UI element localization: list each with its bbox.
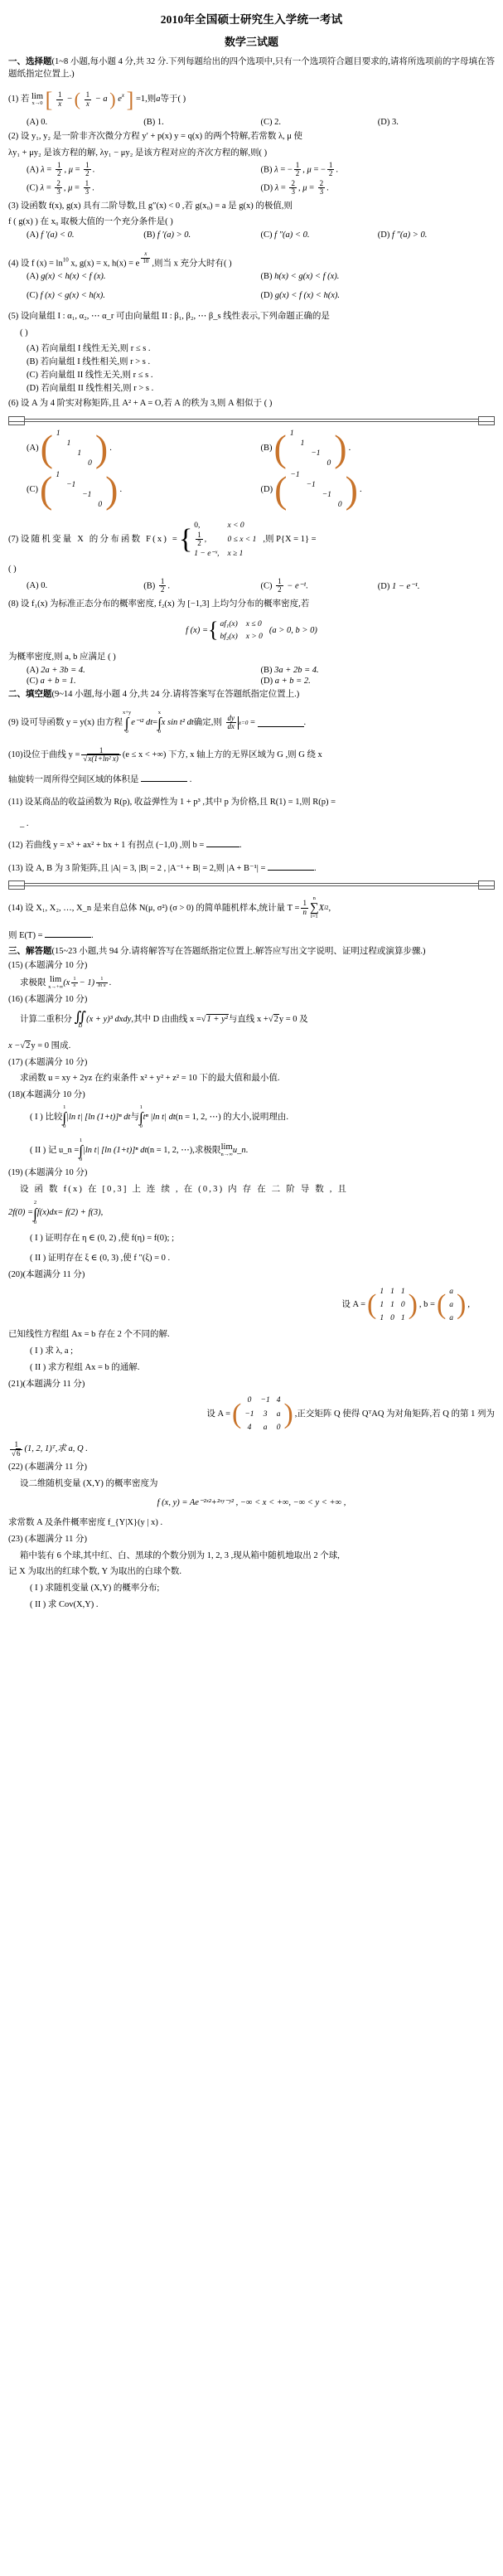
question-12-number: (12) (8, 840, 23, 850)
question-5 (8, 310, 495, 323)
integral-19: 2 ∫ 0 (33, 1200, 37, 1225)
option-c[interactable]: (C) 2. (260, 118, 281, 128)
section-1-heading (8, 56, 495, 80)
question-23-number: (23) (8, 1534, 23, 1544)
question-23-part2: ( II ) 求 Cov(X,Y) . (30, 1599, 99, 1609)
section-3-heading (8, 945, 495, 958)
matrix-a: ( 1 1 1 0 ) (40, 426, 109, 469)
question-8-options-row2 (27, 677, 495, 686)
question-1-options (27, 118, 495, 127)
option-c[interactable]: (C) λ = $\frac{2}{3}$ , μ = $\frac{1}{3}$ . (27, 178, 94, 196)
option-b[interactable]: (B) 1. (143, 118, 164, 128)
question-13-number: (13) (8, 863, 23, 873)
question-18-score: (本题满分 10 分) (22, 1090, 85, 1100)
section-1-instructions: (1~8 小题,每小题 4 分,共 32 分.下列每题给出的四个选项中,只有一个选项符合题目要求的,请将所选项前的字母填在答题纸指定位置上.) (8, 57, 495, 80)
question-8-line2: 为概率密度,则 a, b 应满足 ( ) (8, 652, 116, 662)
question-7 (8, 520, 495, 560)
question-23-score: (本题满分 11 分) (25, 1534, 87, 1544)
question-6 (8, 397, 495, 410)
question-5-number: (5) (8, 312, 19, 322)
option-b[interactable]: (B) ( 1 1 −1 0 ) . (260, 426, 351, 469)
option-b[interactable]: (B) 若向量组 I 线性相关,则 r > s . (27, 357, 151, 366)
question-2-line2: λy₁ + μy₂ 是该方程的解, λy₁ − μy₂ 是该方程对应的齐次方程的解,则( ) (8, 148, 268, 158)
bracket-left: [ (45, 88, 53, 113)
question-5-line2: ( ) (20, 328, 28, 338)
question-8 (8, 598, 495, 611)
minus-a-term: − a (94, 95, 108, 104)
option-a[interactable]: (A) g(x) < h(x) < f (x). (27, 272, 106, 282)
question-2 (8, 130, 495, 143)
option-d[interactable]: (D) a + b = 2. (260, 676, 311, 686)
option-c[interactable]: (C) a + b = 1. (27, 676, 76, 686)
integral-18-2: 1 ∫ 0 (138, 1104, 143, 1130)
question-16-line2: x − √2 y = 0 围成. (8, 1040, 495, 1053)
question-15-header (8, 959, 495, 973)
answer-blank-9[interactable] (258, 719, 304, 727)
question-7-options (27, 578, 495, 594)
question-18-header (8, 1089, 495, 1102)
question-23-line1: 箱中装有 6 个球,其中红、白、黑球的个数分别为 1, 2, 3 ,现从箱中随机地取出 2 个球, (20, 1550, 340, 1560)
question-3-options (27, 230, 495, 240)
ln-power: 10 (62, 256, 69, 264)
question-11-line2: _ . (20, 819, 29, 829)
question-9-number: (9) (8, 717, 19, 727)
page-break-2 (8, 880, 495, 888)
section-2-label: 二、填空题 (8, 689, 52, 699)
page-break-1 (8, 415, 495, 424)
sqrt-expr-3: √2 (20, 1041, 31, 1050)
answer-blank-14[interactable] (45, 929, 91, 938)
fraction-1-x-b: $\frac{1}{x}$ (85, 90, 90, 108)
option-d[interactable]: (D) g(x) < f (x) < h(x). (260, 291, 341, 301)
question-3 (8, 200, 495, 213)
question-4-lead: 设 f (x) = ln (20, 259, 63, 269)
question-3-number: (3) (8, 201, 19, 211)
section-3-instructions: (15~23 小题,共 94 分.请将解答写在答题纸指定位置上.解答应写出文字说明、证明过程或演算步骤.) (51, 947, 426, 957)
integral-2: x ∫ 0 (157, 709, 162, 735)
question-7-tail2: ( ) (8, 564, 17, 574)
question-7-number: (7) (8, 534, 19, 544)
integral-1: x+y ∫ 0 (123, 709, 132, 735)
question-20-part1: ( I ) 求 λ, a ; (30, 1346, 74, 1356)
question-1-tail: 等于( ) (160, 95, 186, 104)
option-a[interactable]: (A) f ′(a) < 0. (27, 230, 75, 240)
section-2-instructions: (9~14 小题,每小题 4 分,共 24 分.请将答案写在答题纸指定位置上.) (51, 689, 300, 699)
question-1-lead: 若 (20, 95, 30, 104)
question-4-tail: ,则当 x 充分大时有( ) (152, 259, 232, 269)
sqrt-expr-1: √1 + y² (201, 1014, 228, 1024)
question-6-options-row2 (27, 470, 495, 510)
question-21-body: 设 A = ( 0 −1 4 −1 3 a 4 a 0 ) ,正交矩阵 Q 使得 QᵀAQ 为对角矩阵,若 Q 的第 1 列为 (8, 1394, 495, 1434)
exp-power: x (121, 92, 125, 99)
option-c[interactable]: (C) $\frac{1}{2}$ − e⁻¹. (260, 576, 308, 594)
question-19-line2: 2f(0) = 2 ∫ 0 f(x)dx = f(2) + f(3), (8, 1200, 104, 1225)
option-a[interactable]: (A) λ = $\frac{1}{2}$ , μ = $\frac{1}{2}$ . (27, 160, 95, 178)
fraction-21: $\frac{1}{√6}$ (10, 1441, 22, 1458)
option-d[interactable]: (D) f ″(a) > 0. (377, 230, 428, 240)
question-19-line1: 设 函 数 f(x) 在 [0,3] 上 连 续 , 在 (0,3) 内 存 在 二 阶 导 数 , 且 (20, 1184, 349, 1194)
question-2-line1: 设 y₁, y₂ 是一阶非齐次微分方程 y′ + p(x) y = q(x) 的两个特解,若常数 λ, μ 使 (20, 132, 303, 142)
option-d[interactable]: (D) λ = $\frac{2}{3}$ , μ = $\frac{2}{3}$ . (260, 178, 329, 196)
question-16-body: 计算二重积分 ∬ D (x + y)³ dxdy ,其中 D 由曲线 x = √1 + y² 与直线 x + √2 y = 0 及 (20, 1008, 308, 1030)
piecewise-f: { af₁(x) x ≤ 0 bf₂(x) x > 0 (208, 618, 263, 643)
question-8-number: (8) (8, 599, 19, 609)
question-9: (9) 设可导函数 y = y(x) 由方程 x+y ∫ 0 e⁻ᵗ² dt = x ∫ 0 x sin t² dt 确定,则 $\frac{dy}{dx}$ x=0 = . (8, 709, 307, 735)
question-4 (8, 251, 495, 270)
question-5-options (8, 342, 495, 394)
question-23-part1: ( I ) 求随机变量 (X,Y) 的概率分布; (30, 1584, 160, 1594)
question-10: (10) 设位于曲线 y = $\frac{1}{\text{√x(1+ln² x)}}$ (e ≤ x < +∞) 下方, x 轴上方的无界区域为 G ,则 G 绕 x (8, 745, 322, 764)
integral-18-1: 1 ∫ 0 (62, 1104, 67, 1130)
question-3-line2: f ( g(x) ) 在 x₀ 取极大值的一个充分条件是( ) (8, 217, 173, 227)
option-a[interactable]: (A) 0. (27, 581, 48, 591)
question-19-header (8, 1167, 495, 1180)
question-18-part2: ( II ) 记 u_n = 1 ∫ 0 |ln t| [ln (1+t)]ⁿ dt (n = 1, 2, ⋯),求极限 lim n→∞ u_n . (30, 1137, 249, 1163)
question-1 (8, 84, 495, 116)
matrix-A-21: ( 0 −1 4 −1 3 a 4 a 0 ) (232, 1396, 293, 1432)
question-19-number: (19) (8, 1167, 23, 1177)
option-a[interactable]: (A) ( 1 1 1 0 ) . (27, 426, 112, 469)
option-b[interactable]: (B) 3a + 2b = 4. (260, 665, 319, 675)
page-break-mark-right (478, 416, 495, 425)
option-c[interactable]: (C) f ″(a) < 0. (260, 230, 310, 240)
page-break-mark-left (8, 880, 25, 890)
question-1-number: (1) (8, 95, 19, 104)
question-6-options-row1 (27, 426, 495, 469)
question-17-body: 求函数 u = xy + 2yz 在约束条件 x² + y² + z² = 10 下的最大值和最小值. (20, 1074, 280, 1084)
question-6-line1: 设 A 为 4 阶实对称矩阵,且 A² + A = O,若 A 的秩为 3,则 A 相似于 ( ) (20, 398, 273, 408)
question-20-body: 设 A = ( 1 1 1 1 1 0 1 0 1 ) , b = ( a a a ) , (8, 1285, 495, 1326)
matrix-d: ( −1 −1 −1 0 ) (274, 468, 358, 511)
question-19-part2: ( II ) 证明存在 ξ ∈ (0, 3) ,使 f ″(ξ) = 0 . (30, 1254, 171, 1264)
question-11-number: (11) (8, 798, 23, 808)
question-20-number: (20) (8, 1269, 23, 1279)
question-19-part1: ( I ) 证明存在 η ∈ (0, 2) ,使 f(η) = f(0); ; (30, 1234, 174, 1244)
question-2-number: (2) (8, 132, 19, 142)
question-1-eq-tail: =1,则 (135, 95, 157, 104)
piecewise-F: { 0, x < 0 $\frac{1}{2}$ , 0 ≤ x < 1 1 − e⁻ˣ, x ≥ 1 (178, 521, 257, 558)
question-10-number: (10) (8, 750, 23, 759)
question-9-lead: 设可导函数 y = y(x) 由方程 (20, 717, 123, 727)
question-21-score: (本题满分 11 分) (22, 1379, 85, 1389)
question-23-line2: 记 X 为取出的红球个数, Y 为取出的白球个数. (8, 1567, 182, 1577)
section-2-heading (8, 688, 495, 701)
question-6-number: (6) (8, 398, 19, 408)
paren-left: ( (74, 89, 80, 110)
answer-blank-12[interactable] (206, 839, 239, 847)
question-22-line1: 设二维随机变量 (X,Y) 的概率密度为 (20, 1478, 158, 1488)
question-18-number: (18) (8, 1090, 23, 1100)
exponent-fraction: $\frac{x}{10}$ (143, 250, 149, 264)
option-d[interactable]: (D) 3. (377, 118, 399, 128)
question-4-options-row2 (27, 291, 495, 300)
question-11 (8, 796, 495, 809)
section-1-label: 一、选择题 (8, 57, 52, 66)
question-22-score: (本题满分 11 分) (25, 1462, 87, 1472)
question-21-line2: $\frac{1}{√6}$ (1, 2, 1)ᵀ ,求 a, Q . (12, 1440, 88, 1458)
question-22-line2: 求常数 A 及条件概率密度 f_{Y|X}(y | x) . (8, 1518, 163, 1528)
question-4-mid: x, g(x) = x, h(x) = e (68, 259, 140, 269)
limit-operator: lim x→0 (31, 91, 44, 107)
question-17-header (8, 1056, 495, 1070)
question-17-number: (17) (8, 1057, 23, 1067)
exp-base: e (118, 95, 122, 104)
question-12-text: 若曲线 y = x³ + ax² + bx + 1 有拐点 (−1,0) ,则 b = (25, 840, 205, 850)
question-20-line2: 已知线性方程组 Ax = b 存在 2 个不同的解. (8, 1330, 170, 1340)
fraction-1-n: $\frac{1}{n}$ (302, 899, 307, 916)
question-22-header (8, 1461, 495, 1474)
question-12: (12) 若曲线 y = x³ + ax² + bx + 1 有拐点 (−1,0) ,则 b = . (8, 840, 242, 850)
option-b[interactable]: (B) h(x) < g(x) < f (x). (260, 272, 340, 282)
option-b[interactable]: (B) $\frac{1}{2}$ . (143, 576, 170, 594)
bracket-right: ] (126, 88, 134, 113)
question-13: (13) 设 A, B 为 3 阶矩阵,且 |A| = 3, |B| = 2 , |A⁻¹ + B| = 2,则 |A + B⁻¹| = . (8, 863, 317, 873)
question-8-options-row1 (27, 666, 495, 675)
limit-operator-15: lim x→+∞ (48, 975, 64, 990)
fraction-1-x: $\frac{1}{x}$ (57, 90, 62, 108)
question-19-score: (本题满分 10 分) (25, 1167, 88, 1177)
option-c[interactable]: (C) ( 1 −1 −1 0 ) . (27, 468, 123, 511)
option-b[interactable]: (B) λ = − $\frac{1}{2}$ , μ = − $\frac{1}{2}$ . (260, 160, 339, 178)
question-20-header (8, 1269, 495, 1282)
question-23-header (8, 1533, 495, 1546)
question-20-part2: ( II ) 求方程组 Ax = b 的通解. (30, 1362, 140, 1372)
question-17-score: (本题满分 10 分) (25, 1057, 88, 1067)
double-integral: ∬ D (74, 1008, 87, 1030)
derivative-fraction: $\frac{dy}{dx}$ (227, 713, 235, 731)
option-d[interactable]: (D) 若向量组 II 线性相关,则 r > s . (27, 383, 154, 393)
matrix-b: ( 1 1 −1 0 ) (273, 426, 347, 469)
question-8-line1: 设 f₁(x) 为标准正态分布的概率密度, f₂(x) 为 [−1,3] 上均匀分布的概率密度,若 (20, 599, 310, 609)
answer-blank-10[interactable] (141, 774, 187, 782)
question-21-header (8, 1378, 495, 1391)
question-10-line2: 轴旋转一周所得空间区域的体积是 . (8, 774, 192, 784)
matrix-c: ( 1 −1 −1 0 ) (40, 468, 118, 511)
question-8-formula (8, 619, 495, 643)
integral-18-3: 1 ∫ 0 (79, 1137, 83, 1163)
sqrt-expr-2: √2 (268, 1014, 278, 1024)
formula-lhs: f (x) = (186, 625, 209, 635)
page-subtitle: 数学三试题 (224, 36, 278, 48)
variable-a: a (156, 95, 161, 104)
option-c[interactable]: (C) 若向量组 II 线性无关,则 r ≤ s . (27, 370, 153, 380)
question-15-number: (15) (8, 961, 23, 971)
question-16-header (8, 993, 495, 1007)
option-a[interactable]: (A) 若向量组 I 线性无关,则 r ≤ s . (27, 343, 151, 353)
page-title: 2010年全国硕士研究生入学统一考试 (160, 13, 343, 26)
question-14: (14) 设 X₁, X₂, …, X_n 是来自总体 N(μ, σ²) (σ > 0) 的简单随机样本,统计量 T = $\frac{1}{n}$ n ∑ i=1 X i 2 , (8, 895, 331, 919)
option-a[interactable]: (A) 2a + 3b = 4. (27, 665, 85, 675)
question-5-line1: 设向量组 I : α₁, α₂, ⋯ α_r 可由向量组 II : β₁, β₂, ⋯ β_s 线性表示,下列命题正确的是 (20, 312, 330, 322)
option-d[interactable]: (D) ( −1 −1 −1 0 ) . (260, 468, 362, 511)
answer-blank-13[interactable] (268, 862, 314, 871)
page-break-mark-left (8, 416, 25, 425)
question-3-line1: 设函数 f(x), g(x) 具有二阶导数,且 g″(x) < 0 ,若 g(x₀) = a 是 g(x) 的极值,则 (20, 201, 293, 211)
question-21-number: (21) (8, 1379, 23, 1389)
question-4-options-row1 (27, 272, 495, 281)
option-b[interactable]: (B) f ′(a) > 0. (143, 230, 191, 240)
question-20-score: (本题满分 11 分) (22, 1269, 85, 1279)
limit-operator-18: lim n→∞ (220, 1142, 233, 1157)
question-14-line2: 则 E(T) = . (8, 931, 94, 941)
question-13-text: 设 A, B 为 3 阶矩阵,且 |A| = 3, |B| = 2 , |A⁻¹ + B| = 2,则 |A + B⁻¹| = (25, 863, 266, 873)
formula-rhs: (a > 0, b > 0) (268, 625, 317, 635)
question-22-number: (22) (8, 1462, 23, 1472)
question-16-score: (本题满分 10 分) (25, 995, 88, 1005)
question-15-body: 求极限 lim x→+∞ (x $\frac{1}{x}$ − 1) $\frac{1}{\text{ln x}}$ . (20, 975, 112, 990)
question-7-lead: 设随机变量 X 的分布函数 F(x) = (20, 534, 179, 544)
matrix-A-20: ( 1 1 1 1 1 0 1 0 1 ) (367, 1287, 418, 1323)
section-3-label: 三、解答题 (8, 947, 52, 957)
page-break-mark-right (478, 880, 495, 890)
fraction-10: $\frac{1}{\text{√x(1+ln² x)}}$ (81, 747, 120, 764)
option-a[interactable]: (A) 0. (27, 118, 48, 128)
question-4-number: (4) (8, 259, 19, 269)
question-10-lead: 设位于曲线 y = (22, 750, 80, 759)
minus-sign: − (67, 95, 72, 104)
question-2-options-row1 (27, 162, 495, 178)
question-22-formula: f (x, y) = Ae⁻²ˣ²+²ˣʸ⁻ʸ² , −∞ < x < +∞, −∞ < y < +∞ , (157, 1498, 346, 1508)
question-14-lead: 设 X₁, X₂, …, X_n 是来自总体 N(μ, σ²) (σ > 0) 的简单随机样本,统计量 T = (25, 903, 300, 913)
summation: n ∑ i=1 (309, 895, 319, 919)
option-c[interactable]: (C) f (x) < g(x) < h(x). (27, 291, 105, 301)
question-16-number: (16) (8, 995, 23, 1005)
question-2-options-row2 (27, 180, 495, 196)
option-d[interactable]: (D) 1 − e⁻¹. (377, 581, 420, 591)
question-15-score: (本题满分 10 分) (25, 961, 88, 971)
vector-b-20: ( a a a ) (436, 1287, 467, 1323)
question-18-part1: ( I ) 比较 1 ∫ 0 |ln t| [ln (1+t)]ⁿ dt 与 1 ∫ 0 tⁿ |ln t| dt (n = 1, 2, ⋯) 的大小,说明理由. (30, 1104, 289, 1130)
question-14-number: (14) (8, 903, 23, 913)
paren-right: ) (109, 89, 116, 110)
question-7-tail: ,则 P{X = 1} = (263, 534, 317, 544)
question-11-text: 设某商品的收益函数为 R(p), 收益弹性为 1 + p³ ,其中 p 为价格,且 R(1) = 1,则 R(p) = (24, 798, 336, 808)
